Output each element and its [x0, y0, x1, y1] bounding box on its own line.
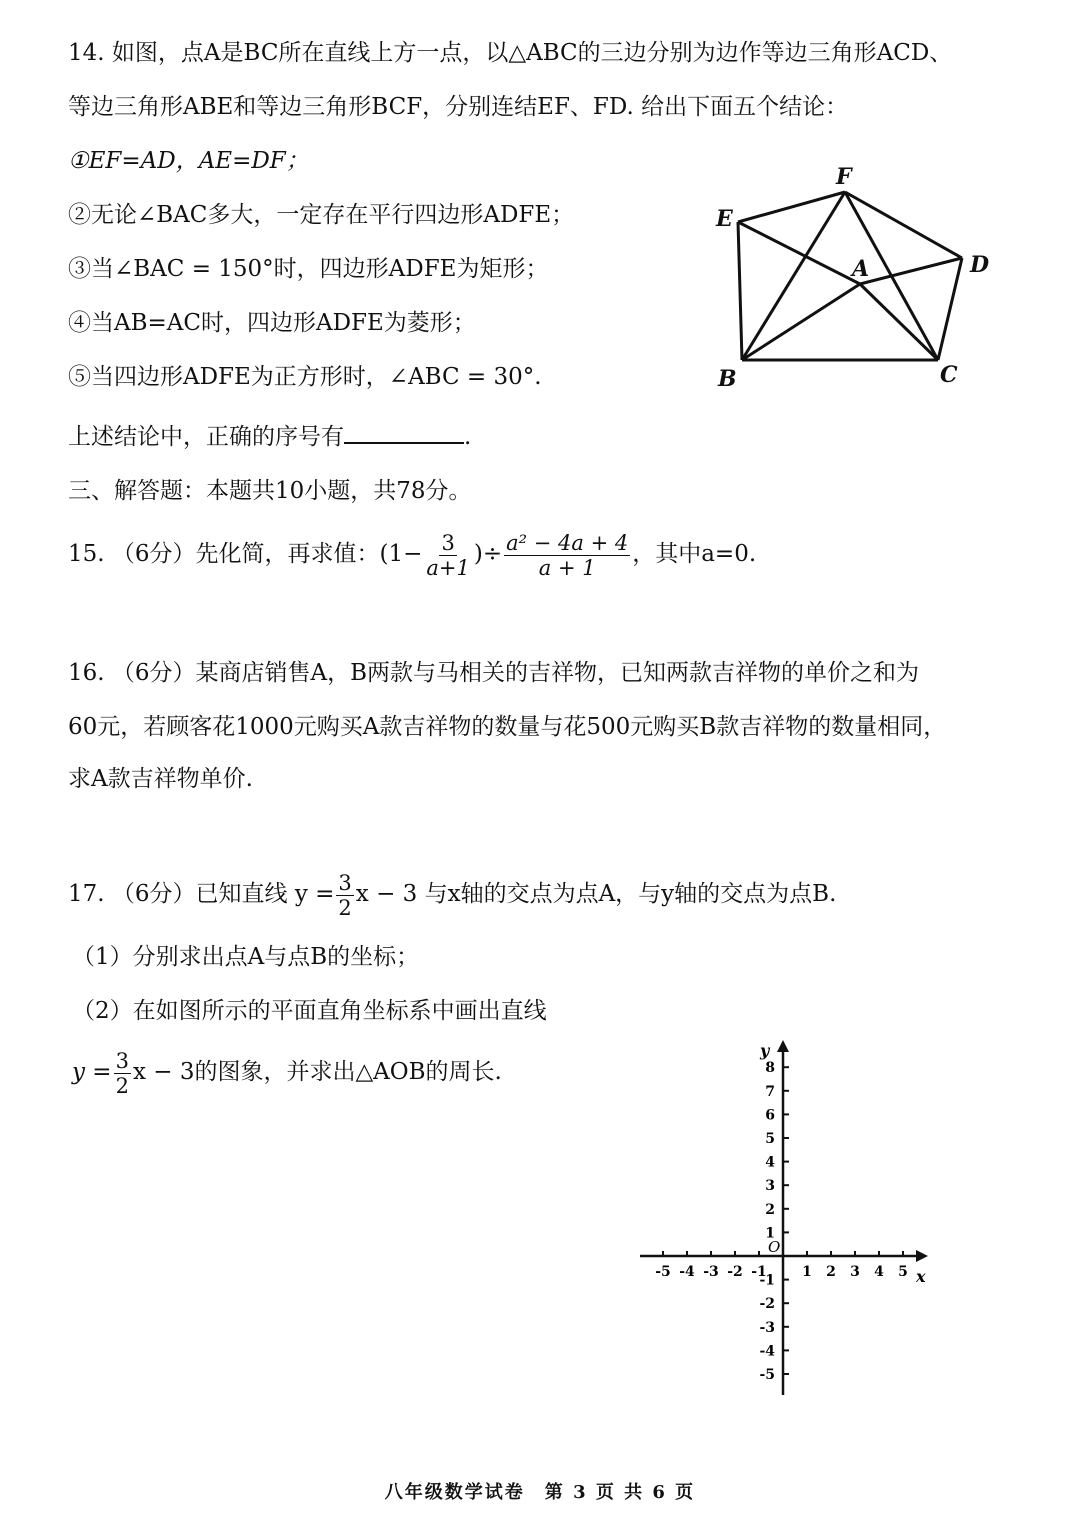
q16-line1: 16. （6分）某商店销售A，B两款与马相关的吉祥物，已知两款吉祥物的单价之和为 [68, 660, 920, 686]
q15-f2-den: a + 1 [538, 555, 596, 580]
q17-lead-tail: x − 3 与x轴的交点为点A，与y轴的交点为点B. [355, 881, 837, 907]
q17-part-2-formula [72, 1044, 502, 1100]
x-tick-label: 5 [898, 1264, 908, 1280]
q17-fraction [336, 871, 353, 920]
q17-f-num: 3 [338, 870, 352, 895]
y-tick-label: -2 [759, 1296, 775, 1313]
y-tick-label: 4 [765, 1154, 775, 1171]
x-tick-label: 4 [874, 1264, 884, 1280]
q15-mid: )÷ [473, 541, 503, 567]
q15 [68, 526, 756, 582]
q14-answer-blank[interactable] [344, 420, 464, 444]
segment-eb [738, 222, 742, 360]
y-axis-label: y [760, 1041, 770, 1060]
segment-dc [938, 258, 962, 360]
label-a: A [852, 256, 870, 282]
q17-statement [68, 866, 836, 922]
q14-conclusion-2: ②无论∠BAC多大，一定存在平行四边形ADFE； [68, 202, 575, 228]
y-axis-arrow [777, 1040, 789, 1052]
q15-f1-num: 3 [441, 530, 455, 555]
coordinate-plane [620, 1030, 940, 1410]
q15-f1-den: a+1 [426, 555, 470, 580]
x-tick-label: -2 [727, 1264, 743, 1280]
q15-f2-num: a² − 4a + 4 [506, 530, 629, 555]
x-tick-label: 2 [826, 1264, 836, 1280]
q14-prompt-end: . [464, 424, 472, 450]
origin-label: O [768, 1238, 781, 1256]
segment-ad [860, 258, 962, 284]
segment-ac [860, 284, 938, 360]
x-tick-label: -4 [679, 1264, 695, 1280]
y-tick-label: -1 [759, 1272, 775, 1289]
label-b: B [718, 366, 737, 392]
y-tick-label: 7 [765, 1083, 775, 1100]
y-tick-label: 2 [765, 1201, 775, 1218]
segment-ea [738, 222, 860, 284]
q14-figure [700, 160, 1010, 400]
q17-part-2: （2）在如图所示的平面直角坐标系中画出直线 [72, 998, 547, 1024]
section-3-heading: 三、解答题：本题共10小题，共78分。 [68, 478, 472, 504]
label-c: C [940, 362, 958, 388]
q15-tail: ，其中a=0. [632, 541, 757, 567]
y-tick-label: 6 [765, 1107, 775, 1124]
segment-ba [742, 284, 860, 360]
q17-f-den: 2 [338, 895, 352, 920]
q17-p2b-den: 2 [115, 1073, 129, 1098]
q14-prompt-text: 上述结论中，正确的序号有 [68, 424, 344, 450]
y-tick-label: 3 [765, 1178, 775, 1195]
q14-conclusion-1: ①EF=AD，AE=DF； [68, 148, 309, 174]
x-tick-label: 1 [802, 1264, 812, 1280]
y-tick-label: -3 [759, 1319, 775, 1336]
q14-conclusion-4: ④当AB=AC时，四边形ADFE为菱形； [68, 310, 476, 336]
y-tick-label: -4 [759, 1343, 775, 1360]
x-axis-arrow [916, 1250, 928, 1262]
x-tick-label: -5 [655, 1264, 671, 1280]
q17-p2b-tail: x − 3的图象，并求出△AOB的周长. [132, 1059, 502, 1085]
label-d: D [970, 252, 990, 278]
page-footer: 八年级数学试卷 第 3 页 共 6 页 [384, 1482, 696, 1503]
x-tick-label: 3 [850, 1264, 860, 1280]
q14-answer-prompt [68, 420, 471, 452]
x-axis-label: x [916, 1267, 926, 1286]
q15-fraction-2 [504, 531, 630, 580]
y-tick-label: 1 [765, 1225, 775, 1242]
y-tick-label: 8 [765, 1060, 775, 1077]
q14-conclusion-5: ⑤当四边形ADFE为正方形时，∠ABC = 30°. [68, 364, 542, 390]
q14-conclusion-3: ③当∠BAC = 150°时，四边形ADFE为矩形； [68, 256, 549, 282]
label-e: E [716, 206, 733, 232]
x-tick-label: -3 [703, 1264, 719, 1280]
q17-p2b-num: 3 [115, 1048, 129, 1073]
x-tick-label: -1 [751, 1264, 767, 1280]
q14-line1: 14. 如图，点A是BC所在直线上方一点，以△ABC的三边分别为边作等边三角形ACD、 [68, 40, 953, 66]
y-tick-label: 5 [765, 1131, 775, 1147]
q15-lead: 15. （6分）先化简，再求值：(1− [68, 541, 423, 567]
q16-line3: 求A款吉祥物单价. [68, 766, 253, 792]
y-tick-label: -5 [759, 1367, 775, 1383]
q17-part-1: （1）分别求出点A与点B的坐标； [72, 944, 420, 970]
label-f: F [836, 164, 852, 190]
q14-line2: 等边三角形ABE和等边三角形BCF，分别连结EF、FD. 给出下面五个结论： [68, 94, 849, 120]
q17-p2b-fraction [114, 1049, 131, 1098]
q16-line2: 60元，若顾客花1000元购买A款吉祥物的数量与花500元购买B款吉祥物的数量相同， [68, 714, 947, 740]
q17-p2b-lead: y = [72, 1059, 112, 1085]
q17-lead: 17. （6分）已知直线 y = [68, 881, 335, 907]
q15-fraction-1 [424, 531, 471, 580]
